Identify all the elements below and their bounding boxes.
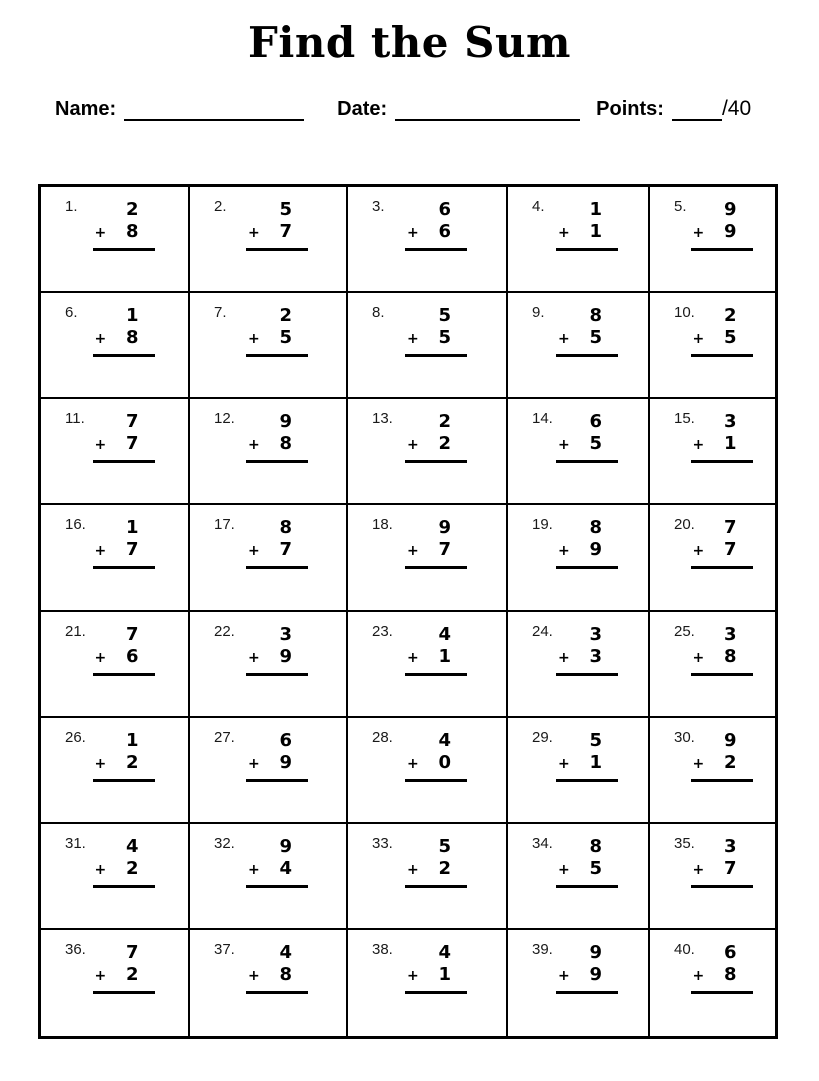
answer-space[interactable] bbox=[246, 569, 308, 597]
top-addend: 5 bbox=[438, 835, 451, 857]
problem-cell bbox=[650, 824, 775, 930]
problem-cell bbox=[650, 399, 775, 505]
plus-sign: + bbox=[558, 437, 570, 454]
top-addend: 6 bbox=[589, 411, 602, 433]
problem-number: 40. bbox=[674, 940, 695, 958]
addition-problem bbox=[405, 199, 467, 279]
plus-sign: + bbox=[407, 225, 419, 241]
top-addend: 8 bbox=[589, 517, 602, 539]
problem-cell bbox=[190, 187, 348, 293]
top-addend: 5 bbox=[589, 729, 602, 751]
problem-cell bbox=[190, 930, 348, 1036]
plus-sign: + bbox=[558, 967, 570, 984]
top-addend: 1 bbox=[125, 517, 139, 539]
problem-number: 21. bbox=[65, 622, 86, 640]
plus-sign: + bbox=[407, 543, 419, 560]
addition-problem bbox=[405, 305, 467, 385]
plus-sign: + bbox=[407, 967, 419, 984]
plus-sign: + bbox=[407, 861, 419, 878]
bottom-addend: 8 bbox=[723, 963, 737, 985]
addition-problem bbox=[691, 730, 753, 810]
top-addend: 5 bbox=[279, 199, 292, 220]
plus-sign: + bbox=[692, 861, 705, 878]
answer-space[interactable] bbox=[405, 782, 467, 810]
answer-space[interactable] bbox=[246, 888, 308, 916]
answer-space[interactable] bbox=[691, 676, 753, 704]
problem-number: 1. bbox=[65, 198, 78, 215]
addition-problem bbox=[93, 730, 155, 810]
plus-sign: + bbox=[558, 225, 570, 241]
answer-space[interactable] bbox=[691, 569, 753, 597]
addition-problem bbox=[691, 517, 753, 597]
answer-space[interactable] bbox=[556, 251, 618, 279]
points-label: Points: bbox=[596, 98, 664, 120]
top-addend: 9 bbox=[723, 199, 737, 220]
top-addend: 3 bbox=[723, 411, 737, 433]
problem-cell bbox=[41, 718, 190, 824]
answer-space[interactable] bbox=[246, 782, 308, 810]
top-addend: 1 bbox=[125, 729, 139, 751]
problem-cell bbox=[41, 930, 190, 1036]
plus-sign: + bbox=[407, 437, 419, 454]
addition-problem bbox=[691, 942, 753, 1022]
problem-cell bbox=[508, 824, 650, 930]
bottom-addend: 2 bbox=[125, 963, 139, 985]
bottom-addend: 8 bbox=[279, 963, 292, 985]
bottom-addend: 6 bbox=[125, 645, 139, 667]
problem-number: 19. bbox=[532, 516, 553, 534]
plus-sign: + bbox=[407, 755, 419, 772]
bottom-addend: 8 bbox=[125, 221, 139, 242]
addition-problem bbox=[556, 305, 618, 385]
plus-sign: + bbox=[558, 331, 570, 348]
problem-number: 17. bbox=[214, 516, 235, 534]
plus-sign: + bbox=[558, 543, 570, 560]
top-addend: 3 bbox=[723, 835, 737, 857]
addition-problem bbox=[246, 836, 308, 916]
problem-number: 35. bbox=[674, 834, 695, 852]
answer-space[interactable] bbox=[246, 676, 308, 704]
answer-space[interactable] bbox=[691, 463, 753, 491]
addition-problem bbox=[556, 730, 618, 810]
problem-cell bbox=[190, 505, 348, 611]
bottom-addend: 9 bbox=[279, 751, 292, 773]
answer-space[interactable] bbox=[691, 357, 753, 385]
name-label: Name: bbox=[55, 98, 117, 120]
problem-cell bbox=[348, 187, 508, 293]
top-addend: 4 bbox=[438, 941, 451, 963]
problem-cell bbox=[508, 505, 650, 611]
top-addend: 9 bbox=[279, 411, 292, 433]
answer-space[interactable] bbox=[93, 463, 155, 491]
bottom-addend: 7 bbox=[279, 539, 292, 561]
problem-cell bbox=[41, 187, 190, 293]
answer-space[interactable] bbox=[93, 676, 155, 704]
answer-space[interactable] bbox=[691, 888, 753, 916]
bottom-addend: 7 bbox=[438, 539, 451, 561]
addition-problem bbox=[93, 624, 155, 704]
points-blank-field[interactable] bbox=[672, 97, 722, 121]
bottom-addend: 1 bbox=[589, 751, 602, 773]
top-addend: 7 bbox=[125, 941, 139, 963]
top-addend: 3 bbox=[279, 623, 292, 645]
answer-space[interactable] bbox=[93, 251, 155, 279]
date-label: Date: bbox=[337, 98, 388, 120]
points-total: /40 bbox=[721, 97, 752, 120]
problem-number: 20. bbox=[674, 516, 695, 534]
bottom-addend: 5 bbox=[589, 327, 602, 349]
problem-cell bbox=[190, 399, 348, 505]
answer-space[interactable] bbox=[556, 569, 618, 597]
problem-number: 12. bbox=[214, 410, 235, 428]
problem-number: 32. bbox=[214, 834, 235, 852]
problem-number: 34. bbox=[532, 834, 553, 852]
addition-problem bbox=[556, 942, 618, 1022]
bottom-addend: 8 bbox=[723, 645, 737, 667]
top-addend: 9 bbox=[589, 941, 602, 963]
problem-number: 6. bbox=[65, 304, 78, 322]
bottom-addend: 7 bbox=[279, 221, 292, 242]
top-addend: 5 bbox=[438, 305, 451, 327]
problem-number: 25. bbox=[674, 622, 695, 640]
addition-problem bbox=[93, 836, 155, 916]
problem-cell bbox=[41, 505, 190, 611]
bottom-addend: 9 bbox=[589, 539, 602, 561]
top-addend: 6 bbox=[723, 941, 737, 963]
problem-number: 26. bbox=[65, 728, 86, 746]
answer-space[interactable] bbox=[405, 676, 467, 704]
addition-problem bbox=[93, 517, 155, 597]
problem-cell bbox=[348, 505, 508, 611]
problem-number: 11. bbox=[65, 410, 85, 428]
bottom-addend: 7 bbox=[723, 857, 737, 879]
problem-cell bbox=[348, 399, 508, 505]
bottom-addend: 1 bbox=[723, 433, 737, 455]
answer-space[interactable] bbox=[93, 888, 155, 916]
bottom-addend: 2 bbox=[438, 433, 451, 455]
plus-sign: + bbox=[94, 861, 107, 878]
top-addend: 9 bbox=[279, 835, 292, 857]
top-addend: 2 bbox=[279, 305, 292, 327]
problem-cell bbox=[190, 293, 348, 399]
problem-cell bbox=[650, 718, 775, 824]
addition-problem bbox=[691, 411, 753, 491]
plus-sign: + bbox=[248, 225, 260, 241]
plus-sign: + bbox=[94, 967, 107, 984]
bottom-addend: 2 bbox=[125, 751, 139, 773]
bottom-addend: 6 bbox=[438, 221, 451, 242]
addition-problem bbox=[246, 517, 308, 597]
addition-problem bbox=[93, 942, 155, 1022]
plus-sign: + bbox=[248, 331, 260, 348]
problem-cell bbox=[650, 187, 775, 293]
bottom-addend: 2 bbox=[723, 751, 737, 773]
problem-cell bbox=[348, 293, 508, 399]
addition-problem bbox=[93, 199, 155, 279]
answer-space[interactable] bbox=[246, 463, 308, 491]
top-addend: 8 bbox=[279, 517, 292, 539]
plus-sign: + bbox=[558, 649, 570, 666]
problem-number: 24. bbox=[532, 622, 553, 640]
bottom-addend: 1 bbox=[438, 963, 451, 985]
problem-number: 3. bbox=[372, 198, 385, 215]
plus-sign: + bbox=[692, 967, 705, 984]
problem-number: 16. bbox=[65, 516, 86, 534]
plus-sign: + bbox=[558, 861, 570, 878]
bottom-addend: 3 bbox=[589, 645, 602, 667]
addition-problem bbox=[556, 411, 618, 491]
problem-cell bbox=[190, 612, 348, 718]
addition-problem bbox=[691, 836, 753, 916]
problem-number: 29. bbox=[532, 728, 553, 746]
top-addend: 8 bbox=[589, 835, 602, 857]
addition-problem bbox=[691, 624, 753, 704]
top-addend: 7 bbox=[723, 517, 737, 539]
problem-cell bbox=[508, 293, 650, 399]
top-addend: 9 bbox=[438, 517, 451, 539]
top-addend: 2 bbox=[125, 199, 139, 220]
bottom-addend: 5 bbox=[723, 327, 737, 349]
addition-problem bbox=[556, 836, 618, 916]
problem-number: 10. bbox=[674, 304, 695, 322]
bottom-addend: 2 bbox=[438, 857, 451, 879]
problem-number: 27. bbox=[214, 728, 235, 746]
bottom-addend: 8 bbox=[279, 433, 292, 455]
problem-number: 9. bbox=[532, 304, 545, 322]
plus-sign: + bbox=[94, 331, 107, 348]
plus-sign: + bbox=[407, 649, 419, 666]
bottom-addend: 1 bbox=[438, 645, 451, 667]
plus-sign: + bbox=[248, 543, 260, 560]
answer-space[interactable] bbox=[246, 994, 308, 1022]
problem-number: 18. bbox=[372, 516, 393, 534]
problem-cell bbox=[508, 187, 650, 293]
answer-space[interactable] bbox=[556, 463, 618, 491]
bottom-addend: 5 bbox=[589, 433, 602, 455]
problem-cell bbox=[348, 718, 508, 824]
bottom-addend: 7 bbox=[125, 539, 139, 561]
problem-cell bbox=[508, 399, 650, 505]
plus-sign: + bbox=[248, 437, 260, 454]
addition-problem bbox=[405, 942, 467, 1022]
top-addend: 3 bbox=[589, 623, 602, 645]
plus-sign: + bbox=[248, 861, 260, 878]
bottom-addend: 5 bbox=[438, 327, 451, 349]
bottom-addend: 7 bbox=[723, 539, 737, 561]
plus-sign: + bbox=[94, 437, 107, 454]
bottom-addend: 5 bbox=[589, 857, 602, 879]
addition-problem bbox=[246, 624, 308, 704]
problem-number: 36. bbox=[65, 940, 86, 958]
bottom-addend: 9 bbox=[723, 221, 737, 242]
top-addend: 9 bbox=[723, 729, 737, 751]
bottom-addend: 8 bbox=[125, 327, 139, 349]
top-addend: 6 bbox=[279, 729, 292, 751]
bottom-addend: 5 bbox=[279, 327, 292, 349]
answer-space[interactable] bbox=[556, 888, 618, 916]
problem-cell bbox=[508, 718, 650, 824]
bottom-addend: 9 bbox=[279, 645, 292, 667]
problem-number: 37. bbox=[214, 940, 235, 958]
problem-number: 28. bbox=[372, 728, 393, 746]
addition-problem bbox=[405, 730, 467, 810]
answer-space[interactable] bbox=[405, 251, 467, 279]
problem-cell bbox=[650, 293, 775, 399]
top-addend: 1 bbox=[125, 305, 139, 327]
top-addend: 2 bbox=[438, 411, 451, 433]
addition-problem bbox=[405, 517, 467, 597]
plus-sign: + bbox=[558, 755, 570, 772]
answer-space[interactable] bbox=[93, 994, 155, 1022]
problem-number: 2. bbox=[214, 198, 227, 215]
answer-space[interactable] bbox=[93, 357, 155, 385]
problem-cell bbox=[650, 612, 775, 718]
top-addend: 3 bbox=[723, 623, 737, 645]
problem-number: 13. bbox=[372, 410, 393, 428]
addition-problem bbox=[556, 199, 618, 279]
plus-sign: + bbox=[692, 649, 705, 666]
problem-cell bbox=[41, 612, 190, 718]
addition-problem bbox=[93, 305, 155, 385]
problem-number: 39. bbox=[532, 940, 553, 958]
name-blank-field[interactable] bbox=[124, 97, 304, 121]
answer-space[interactable] bbox=[556, 782, 618, 810]
problem-number: 23. bbox=[372, 622, 393, 640]
addition-problem bbox=[246, 730, 308, 810]
date-blank-field[interactable] bbox=[395, 97, 580, 121]
answer-space[interactable] bbox=[405, 994, 467, 1022]
top-addend: 4 bbox=[438, 623, 451, 645]
answer-space[interactable] bbox=[405, 463, 467, 491]
plus-sign: + bbox=[94, 755, 107, 772]
problem-number: 38. bbox=[372, 940, 393, 958]
plus-sign: + bbox=[692, 755, 705, 772]
problem-number: 31. bbox=[65, 834, 86, 852]
bottom-addend: 9 bbox=[589, 963, 602, 985]
top-addend: 1 bbox=[589, 199, 602, 220]
addition-problem bbox=[556, 624, 618, 704]
plus-sign: + bbox=[407, 331, 419, 348]
bottom-addend: 2 bbox=[125, 857, 139, 879]
problem-cell bbox=[650, 505, 775, 611]
answer-space[interactable] bbox=[246, 251, 308, 279]
problem-number: 15. bbox=[674, 410, 695, 428]
problem-cell bbox=[508, 930, 650, 1036]
problem-cell bbox=[508, 612, 650, 718]
plus-sign: + bbox=[248, 755, 260, 772]
addition-problem bbox=[93, 411, 155, 491]
problems-grid bbox=[38, 184, 778, 1039]
header-fields bbox=[55, 97, 779, 121]
problem-number: 30. bbox=[674, 728, 695, 746]
plus-sign: + bbox=[94, 225, 107, 241]
top-addend: 7 bbox=[125, 411, 139, 433]
addition-problem bbox=[405, 411, 467, 491]
plus-sign: + bbox=[248, 649, 260, 666]
answer-space[interactable] bbox=[556, 994, 618, 1022]
plus-sign: + bbox=[94, 543, 107, 560]
problem-cell bbox=[41, 399, 190, 505]
top-addend: 7 bbox=[125, 623, 139, 645]
addition-problem bbox=[691, 305, 753, 385]
answer-space[interactable] bbox=[691, 782, 753, 810]
answer-space[interactable] bbox=[93, 569, 155, 597]
answer-space[interactable] bbox=[93, 782, 155, 810]
answer-space[interactable] bbox=[691, 251, 753, 279]
addition-problem bbox=[405, 624, 467, 704]
problem-number: 4. bbox=[532, 198, 545, 215]
plus-sign: + bbox=[94, 649, 107, 666]
problem-number: 5. bbox=[674, 198, 687, 215]
problem-cell bbox=[41, 293, 190, 399]
addition-problem bbox=[405, 836, 467, 916]
problem-number: 33. bbox=[372, 834, 393, 852]
top-addend: 6 bbox=[438, 199, 451, 220]
plus-sign: + bbox=[692, 437, 705, 454]
top-addend: 4 bbox=[438, 729, 451, 751]
problem-number: 7. bbox=[214, 304, 227, 322]
addition-problem bbox=[556, 517, 618, 597]
problem-cell bbox=[348, 930, 508, 1036]
bottom-addend: 4 bbox=[279, 857, 292, 879]
problem-number: 22. bbox=[214, 622, 235, 640]
problem-cell bbox=[190, 824, 348, 930]
top-addend: 4 bbox=[279, 941, 292, 963]
answer-space[interactable] bbox=[405, 888, 467, 916]
addition-problem bbox=[691, 199, 753, 279]
problem-cell bbox=[190, 718, 348, 824]
answer-space[interactable] bbox=[405, 357, 467, 385]
problem-cell bbox=[348, 824, 508, 930]
answer-space[interactable] bbox=[691, 994, 753, 1022]
top-addend: 2 bbox=[723, 305, 737, 327]
plus-sign: + bbox=[248, 967, 260, 984]
answer-space[interactable] bbox=[246, 357, 308, 385]
answer-space[interactable] bbox=[556, 676, 618, 704]
plus-sign: + bbox=[692, 543, 705, 560]
top-addend: 8 bbox=[589, 305, 602, 327]
problem-number: 14. bbox=[532, 410, 553, 428]
addition-problem bbox=[246, 942, 308, 1022]
bottom-addend: 1 bbox=[589, 221, 602, 242]
problem-number: 8. bbox=[372, 304, 385, 322]
plus-sign: + bbox=[692, 225, 705, 241]
addition-problem bbox=[246, 411, 308, 491]
bottom-addend: 7 bbox=[125, 433, 139, 455]
addition-problem bbox=[246, 305, 308, 385]
addition-problem bbox=[246, 199, 308, 279]
top-addend: 4 bbox=[125, 835, 139, 857]
answer-space[interactable] bbox=[405, 569, 467, 597]
problem-cell bbox=[41, 824, 190, 930]
problem-cell bbox=[348, 612, 508, 718]
answer-space[interactable] bbox=[556, 357, 618, 385]
bottom-addend: 0 bbox=[438, 751, 451, 773]
page-title: Find the Sum bbox=[248, 18, 571, 67]
plus-sign: + bbox=[692, 331, 705, 348]
problem-cell bbox=[650, 930, 775, 1036]
